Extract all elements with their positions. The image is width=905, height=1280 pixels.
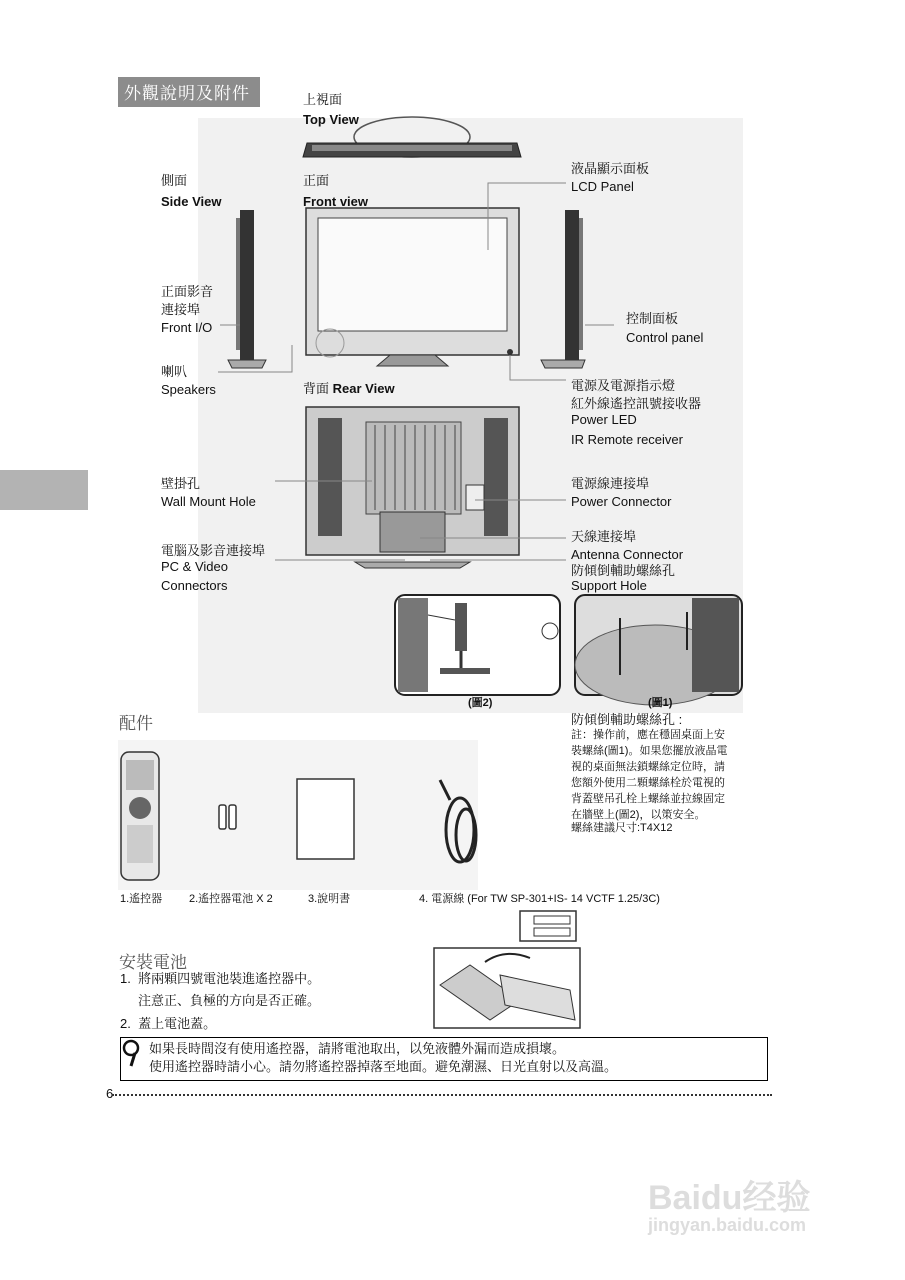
- pc-video-zh: 電腦及影音連接埠: [161, 543, 266, 558]
- watermark-brand: Baidu经验: [648, 1179, 811, 1217]
- support-hole-en: Support Hole: [571, 578, 647, 593]
- pc-video-en2: Connectors: [161, 578, 228, 593]
- rear-view-title: 背面 Rear View: [303, 381, 395, 396]
- top-view-zh: 上視面: [303, 92, 343, 107]
- front-view-en: Front view: [303, 194, 369, 209]
- power-connector-en: Power Connector: [571, 494, 672, 509]
- magnifier-icon: [121, 1038, 151, 1068]
- side-view-en: Side View: [161, 194, 222, 209]
- support-note-line: 註：操作前，應在穩固桌面上安: [571, 729, 725, 741]
- power-led-en2: IR Remote receiver: [571, 432, 683, 447]
- pc-video-en1: PC & Video: [161, 559, 228, 574]
- notice-line-1: 如果長時間沒有使用遙控器，請將電池取出，以免液體外漏而造成損壞。: [149, 1041, 566, 1056]
- support-note-line: 在牆壁上(圖2)，以策安全。: [571, 809, 706, 821]
- accessory-item-3: 3.說明書: [308, 893, 351, 905]
- side-view-zh: 側面: [161, 173, 188, 188]
- support-hole-zh: 防傾倒輔助螺絲孔: [571, 563, 676, 578]
- antenna-zh: 天線連接埠: [571, 529, 637, 544]
- front-view-zh: 正面: [303, 173, 330, 188]
- power-led-zh2: 紅外線遙控訊號接收器: [571, 396, 702, 411]
- lcd-panel-zh: 液晶顯示面板: [571, 161, 650, 176]
- accessory-item-2: 2.遙控器電池 X 2: [189, 893, 273, 905]
- notice-line-2: 使用遙控器時請小心。請勿將遙控器掉落至地面。避免潮濕、日光直射以及高溫。: [149, 1059, 618, 1074]
- page-number: 6: [106, 1086, 114, 1101]
- control-panel-en: Control panel: [626, 330, 704, 345]
- speakers-zh: 喇叭: [161, 364, 188, 379]
- accessory-item-1: 1.遙控器: [120, 893, 163, 905]
- page-footer-rule: [112, 1094, 772, 1096]
- battery-step-1b: 注意正、負極的方向是否正確。: [120, 993, 321, 1008]
- support-note-line: 背蓋壁吊孔栓上螺絲並拉線固定: [571, 793, 725, 805]
- front-io-zh2: 連接埠: [161, 302, 201, 317]
- battery-step-1: 1. 將兩顆四號電池裝進遙控器中。: [120, 971, 321, 986]
- watermark-url: jingyan.baidu.com: [648, 1215, 807, 1235]
- figure-1-label: (圖1): [648, 697, 673, 709]
- front-io-zh1: 正面影音: [161, 284, 214, 299]
- support-note-line: 裝螺絲(圖1)。如果您擺放液晶電: [571, 745, 728, 757]
- accessories-title: 配件: [119, 714, 153, 733]
- antenna-en: Antenna Connector: [571, 547, 684, 562]
- control-panel-zh: 控制面板: [626, 311, 679, 326]
- support-note-line: 視的桌面無法鎖螺絲定位時，請: [571, 761, 725, 773]
- speakers-en: Speakers: [161, 382, 216, 397]
- screw-spec: 螺絲建議尺寸:T4X12: [571, 822, 673, 834]
- battery-title: 安裝電池: [119, 953, 187, 972]
- power-led-zh1: 電源及電源指示燈: [571, 378, 676, 393]
- accessory-item-4: 4. 電源線 (For TW SP-301+IS- 14 VCTF 1.25/3C): [419, 893, 660, 905]
- wall-mount-zh: 壁掛孔: [161, 476, 201, 491]
- front-io-en: Front I/O: [161, 320, 213, 335]
- figure-2-label: (圖2): [468, 697, 493, 709]
- top-view-en: Top View: [303, 112, 359, 127]
- support-note-title: 防傾倒輔助螺絲孔 :: [571, 712, 683, 727]
- lcd-panel-en: LCD Panel: [571, 179, 634, 194]
- power-connector-zh: 電源線連接埠: [571, 476, 650, 491]
- wall-mount-en: Wall Mount Hole: [161, 494, 256, 509]
- section-header: 外觀說明及附件: [118, 77, 260, 107]
- battery-step-2: 2. 蓋上電池蓋。: [120, 1016, 217, 1031]
- support-note-line: 您額外使用二顆螺絲栓於電視的: [571, 777, 725, 789]
- power-led-en1: Power LED: [571, 412, 637, 427]
